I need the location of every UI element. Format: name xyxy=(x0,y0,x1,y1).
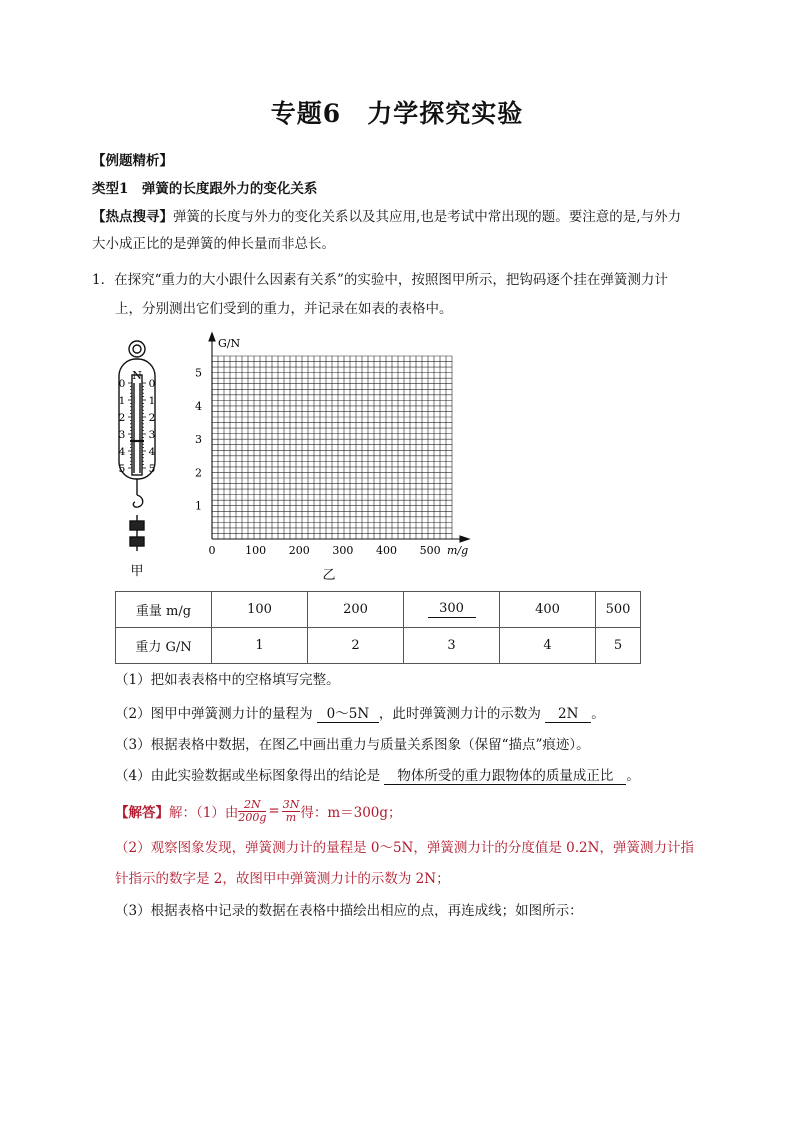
x-tick-label: 200 xyxy=(288,544,310,557)
frac2-num: 3N xyxy=(282,797,300,811)
frac1-num: 2N xyxy=(238,799,266,812)
sub-question-2 xyxy=(115,702,605,723)
fraction-2n-200g xyxy=(238,799,266,824)
hotspot-text1: 弹簧的长度与外力的变化关系以及其应用,也是考试中常出现的题。要注意的是,与外力 xyxy=(173,209,682,225)
equals-sign: = xyxy=(268,803,280,819)
table-cell-answer xyxy=(404,592,500,628)
answer-300: 300 xyxy=(428,601,476,618)
hotspot-line1 xyxy=(92,205,681,225)
scale-label-left: 0 xyxy=(118,378,126,390)
fraction-3n-m xyxy=(282,799,301,824)
question-line1: 1．在探究“重力的大小跟什么因素有关系”的实验中，按照图甲所示，把钩码逐个挂在弹簧测力计 xyxy=(92,272,668,288)
hotspot-line2: 大小成正比的是弹簧的伸长量而非总长。 xyxy=(92,236,335,252)
spring-scale-figure xyxy=(108,335,168,580)
solution-line4: （3）根据表格中记录的数据在表格中描绘出相应的点，再连成线；如图所示： xyxy=(115,903,583,919)
chart-caption: 乙 xyxy=(322,568,336,583)
table-cell: 4 xyxy=(500,628,596,664)
x-axis-arrow xyxy=(460,536,469,542)
scale-label-left: 4 xyxy=(118,446,126,458)
table-row xyxy=(116,592,641,628)
section-label: 【例题精析】 xyxy=(92,153,173,169)
sub-question-1: （1）把如表表格中的空格填写完整。 xyxy=(115,672,340,688)
sub-question-4 xyxy=(115,764,640,785)
table-cell: 100 xyxy=(212,592,308,628)
table-cell: 400 xyxy=(500,592,596,628)
y-tick-label: 1 xyxy=(195,499,202,513)
scale-label-right: 5 xyxy=(148,463,156,475)
scale-label-right: 0 xyxy=(148,378,156,390)
solution-line2: （2）观察图象发现，弹簧测力计的量程是 0～5N，弹簧测力计的分度值是 0.2N，弹簧测力计指 xyxy=(115,840,694,856)
table-cell: 200 xyxy=(308,592,404,628)
scale-label-right: 1 xyxy=(148,395,156,407)
figure-a-caption: 甲 xyxy=(130,564,144,579)
solution-line3: 针指示的数字是 2，故图甲中弹簧测力计的示数为 2N； xyxy=(115,871,450,887)
page-title: 专题6 力学探究实验 xyxy=(270,99,524,128)
table-header-gravity: 重力 G/N xyxy=(116,628,212,664)
table-cell: 2 xyxy=(308,628,404,664)
scale-label-right: 2 xyxy=(148,412,156,424)
sub2-answer-range: 0～5N xyxy=(317,706,379,723)
hotspot-tag: 【热点搜寻】 xyxy=(92,209,173,225)
sub2-answer-reading: 2N xyxy=(545,706,591,723)
y-tick-label: 2 xyxy=(195,466,202,480)
sub4-suffix: 。 xyxy=(626,768,640,784)
gravity-mass-chart xyxy=(188,325,478,585)
y-tick-label: 4 xyxy=(195,399,202,413)
x-tick-label: 300 xyxy=(332,544,354,557)
x-tick-label: 400 xyxy=(376,544,398,557)
y-tick-label: 3 xyxy=(195,433,202,447)
scale-label-left: 5 xyxy=(118,463,126,475)
table-cell: 5 xyxy=(596,628,641,664)
question-line2: 上，分别测出它们受到的重力，并记录在如表的表格中。 xyxy=(115,301,453,317)
sub2-suffix: 。 xyxy=(591,706,605,722)
table-cell: 500 xyxy=(596,592,641,628)
table-cell: 1 xyxy=(212,628,308,664)
sub2-prefix: （2）图甲中弹簧测力计的量程为 xyxy=(115,706,313,722)
table-row xyxy=(116,628,641,664)
sub-question-3: （3）根据表格中数据，在图乙中画出重力与质量关系图象（保留“描点”痕迹）。 xyxy=(115,737,590,753)
chart-x-label: m/g xyxy=(447,544,469,557)
data-table xyxy=(115,591,641,664)
x-tick-label: 100 xyxy=(245,544,267,557)
sub2-middle: ，此时弹簧测力计的示数为 xyxy=(378,706,541,722)
table-header-mass: 重量 m/g xyxy=(116,592,212,628)
y-axis-arrow xyxy=(209,333,215,341)
scale-label-right: 3 xyxy=(148,429,156,441)
y-tick-label: 5 xyxy=(195,366,202,380)
scale-label-left: 2 xyxy=(118,412,126,424)
scale-unit: N xyxy=(132,369,142,382)
solution-tag: 【解答】 xyxy=(115,805,169,821)
solution-prefix: 解：（1）由 xyxy=(169,805,239,821)
scale-label-left: 1 xyxy=(118,395,126,407)
x-tick-label: 500 xyxy=(419,544,441,557)
sub4-answer: 物体所受的重力跟物体的质量成正比 xyxy=(384,768,626,785)
table-cell: 3 xyxy=(404,628,500,664)
type-label: 类型1 弹簧的长度跟外力的变化关系 xyxy=(92,181,318,197)
scale-label-right: 4 xyxy=(148,446,156,458)
solution-line1 xyxy=(115,793,402,829)
solution-suffix: 得：m＝300g； xyxy=(300,805,402,821)
chart-y-label: G/N xyxy=(218,337,241,350)
frac2-den: m xyxy=(285,810,297,824)
sub4-prefix: （4）由此实验数据或坐标图象得出的结论是 xyxy=(115,768,381,784)
frac1-den: 200g xyxy=(238,810,267,824)
scale-label-left: 3 xyxy=(118,429,126,441)
x-tick-label: 0 xyxy=(208,544,216,557)
